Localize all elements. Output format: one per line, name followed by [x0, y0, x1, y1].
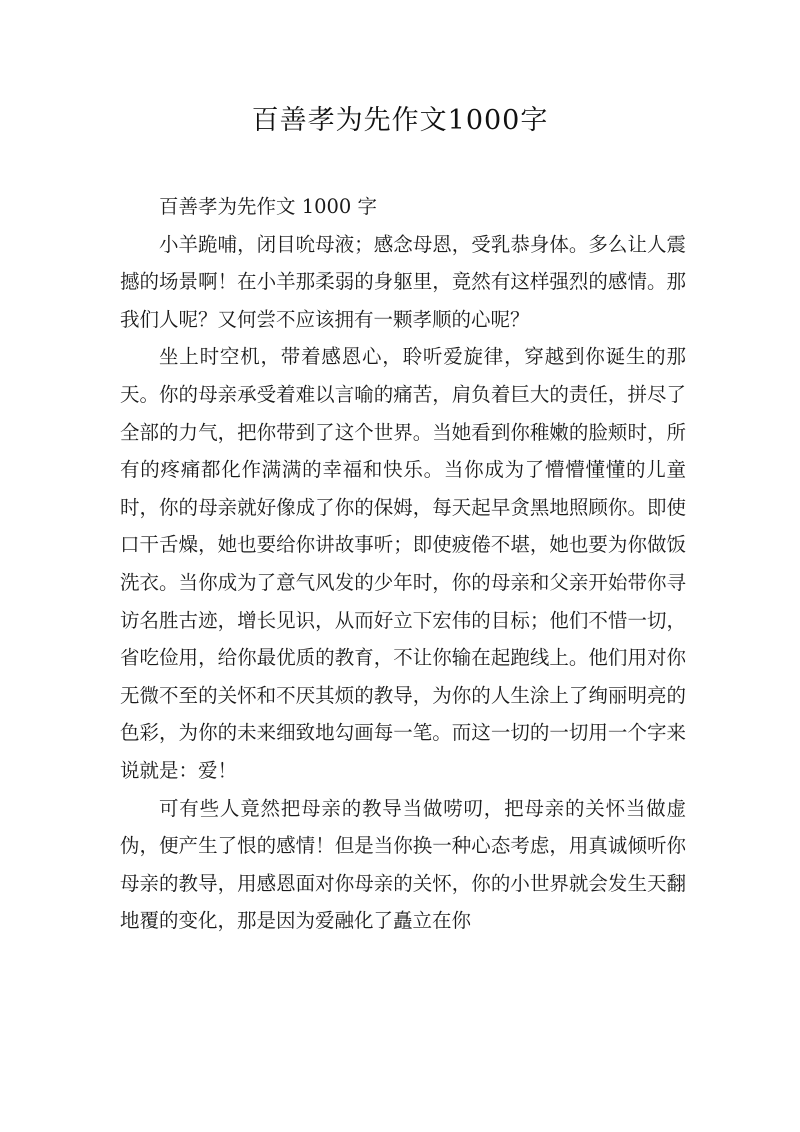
- document-subtitle: 百善孝为先作文 1000 字: [159, 195, 378, 218]
- paragraph-1: 小羊跪哺，闭目吮母液；感念母恩，受乳恭身体。多么让人震撼的场景啊！在小羊那柔弱的身躯里，竟然有这样强烈的感情。那我们人呢？又何尝不应该拥有一颗孝顺的心呢？: [120, 232, 686, 331]
- document-body: [120, 188, 686, 940]
- paragraph-3: 可有些人竟然把母亲的教导当做唠叨，把母亲的关怀当做虚伪，便产生了恨的感情！但是当你换一种心态考虑，用真诚倾听你母亲的教导，用感恩面对你母亲的关怀，你的小世界就会发生天翻地覆的变化，那是因为爱融化了矗立在你: [120, 796, 686, 933]
- document-title: 百善孝为先作文1000字: [251, 105, 549, 136]
- paragraph-2: 坐上时空机，带着感恩心，聆听爱旋律，穿越到你诞生的那天。你的母亲承受着难以言喻的痛苦，肩负着巨大的责任，拼尽了全部的力气，把你带到了这个世界。当她看到你稚嫩的脸颊时，所有的疼痛都化作满满的幸福和快乐。当你成为了懵懵懂懂的儿童时，你的母亲就好像成了你的保姆，每天起早贪黑地照顾你。即使口干舌燥，她也要给你讲故事听；即使疲倦不堪，她也要为你做饭洗衣。当你成为了意气风发的少年时，你的母亲和父亲开始带你寻访名胜古迹，增长见识，从而好立下宏伟的目标；他们不惜一切，省吃俭用，给你最优质的教育，不让你输在起跑线上。他们用对你无微不至的关怀和不厌其烦的教导，为你的人生涂上了绚丽明亮的色彩，为你的未来细致地勾画每一笔。而这一切的一切用一个字来说就是：爱！: [120, 345, 686, 782]
